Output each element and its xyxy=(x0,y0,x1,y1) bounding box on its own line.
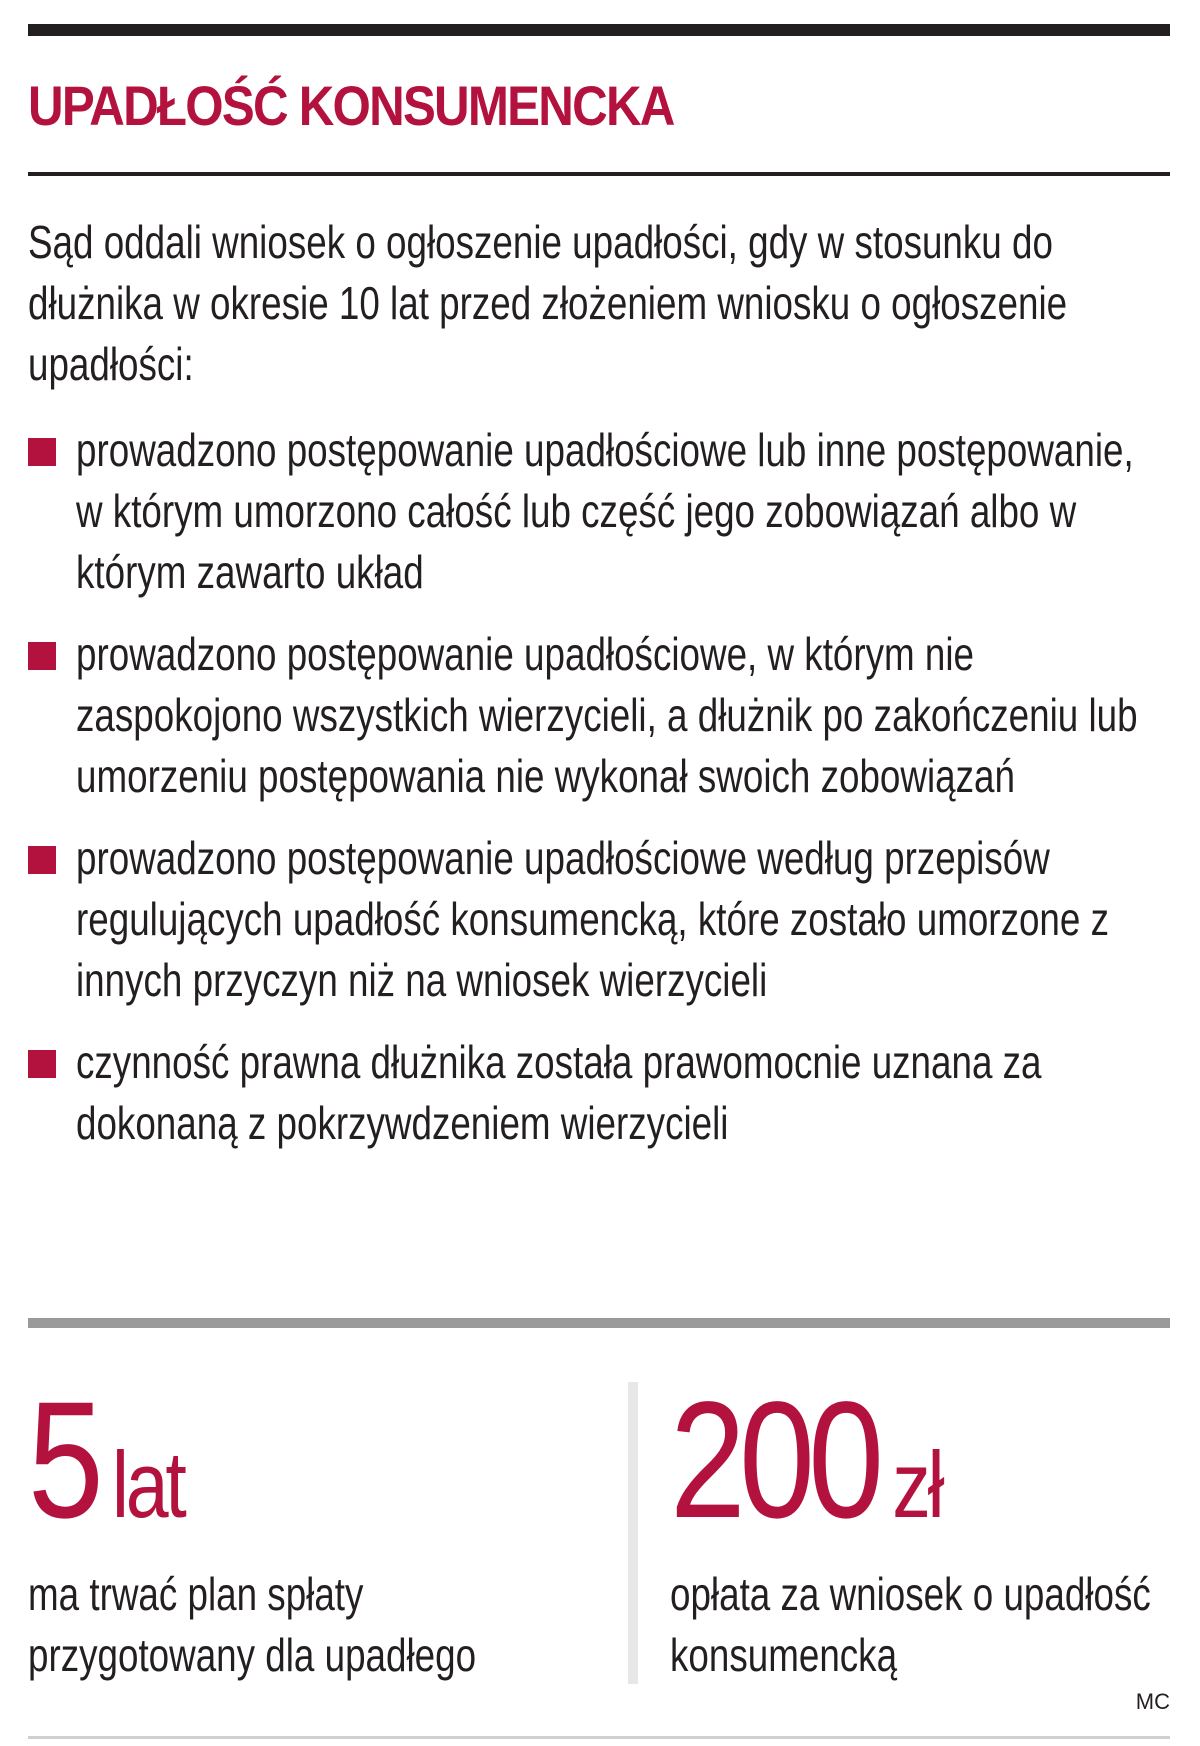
title-rule xyxy=(28,172,1170,176)
list-item-text: czynność prawna dłużnika została prawomocnie uznana za dokonaną z pokrzywdzeniem wierzycieli xyxy=(76,1036,1042,1149)
infographic-title: UPADŁOŚĆ KONSUMENCKA xyxy=(28,74,674,137)
stat-description: opłata za wniosek o upadłość konsumencką xyxy=(670,1568,1151,1681)
stat-plan-duration xyxy=(28,1368,668,1686)
intro-text: Sąd oddali wniosek o ogłoszenie upadłości, gdy w stosunku do dłużnika w okresie 10 lat przed złożeniem wniosku o ogłoszenie upadłości: xyxy=(28,216,1068,390)
stat-description: ma trwać plan spłaty przygotowany dla upadłego xyxy=(28,1568,477,1681)
stat-unit: lat xyxy=(111,1432,184,1537)
stats-rule xyxy=(28,1318,1170,1328)
list-item xyxy=(28,1032,1170,1154)
list-item-text: prowadzono postępowanie upadłościowe lub inne postępowanie, w którym umorzono całość lub część jego zobowiązań albo w którym zawarto układ xyxy=(76,424,1134,598)
stat-application-fee xyxy=(670,1368,1200,1686)
square-bullet-icon xyxy=(28,642,56,670)
top-rule xyxy=(28,24,1170,36)
list-item xyxy=(28,828,1170,1011)
conditions-list xyxy=(28,420,1170,1175)
stat-unit: zł xyxy=(892,1432,942,1537)
square-bullet-icon xyxy=(28,846,56,874)
square-bullet-icon xyxy=(28,1050,56,1078)
stats-divider xyxy=(628,1382,638,1684)
list-item xyxy=(28,420,1170,603)
author-credit: MC xyxy=(1135,1689,1170,1714)
stat-value: 200 xyxy=(670,1368,878,1553)
list-item xyxy=(28,624,1170,807)
stat-headline xyxy=(28,1368,553,1553)
bottom-rule xyxy=(28,1736,1170,1739)
stat-value: 5 xyxy=(28,1368,98,1553)
list-item-text: prowadzono postępowanie upadłościowe według przepisów regulujących upadłość konsumencką, które zostało umorzone z innych przyczyn niż na wniosek wierzycieli xyxy=(76,832,1109,1006)
square-bullet-icon xyxy=(28,438,56,466)
list-item-text: prowadzono postępowanie upadłościowe, w którym nie zaspokojono wszystkich wierzycieli, a dłużnik po zakończeniu lub umorzeniu postępowania nie wykonał swoich zobowiązań xyxy=(76,628,1138,802)
stat-headline xyxy=(670,1368,1195,1553)
